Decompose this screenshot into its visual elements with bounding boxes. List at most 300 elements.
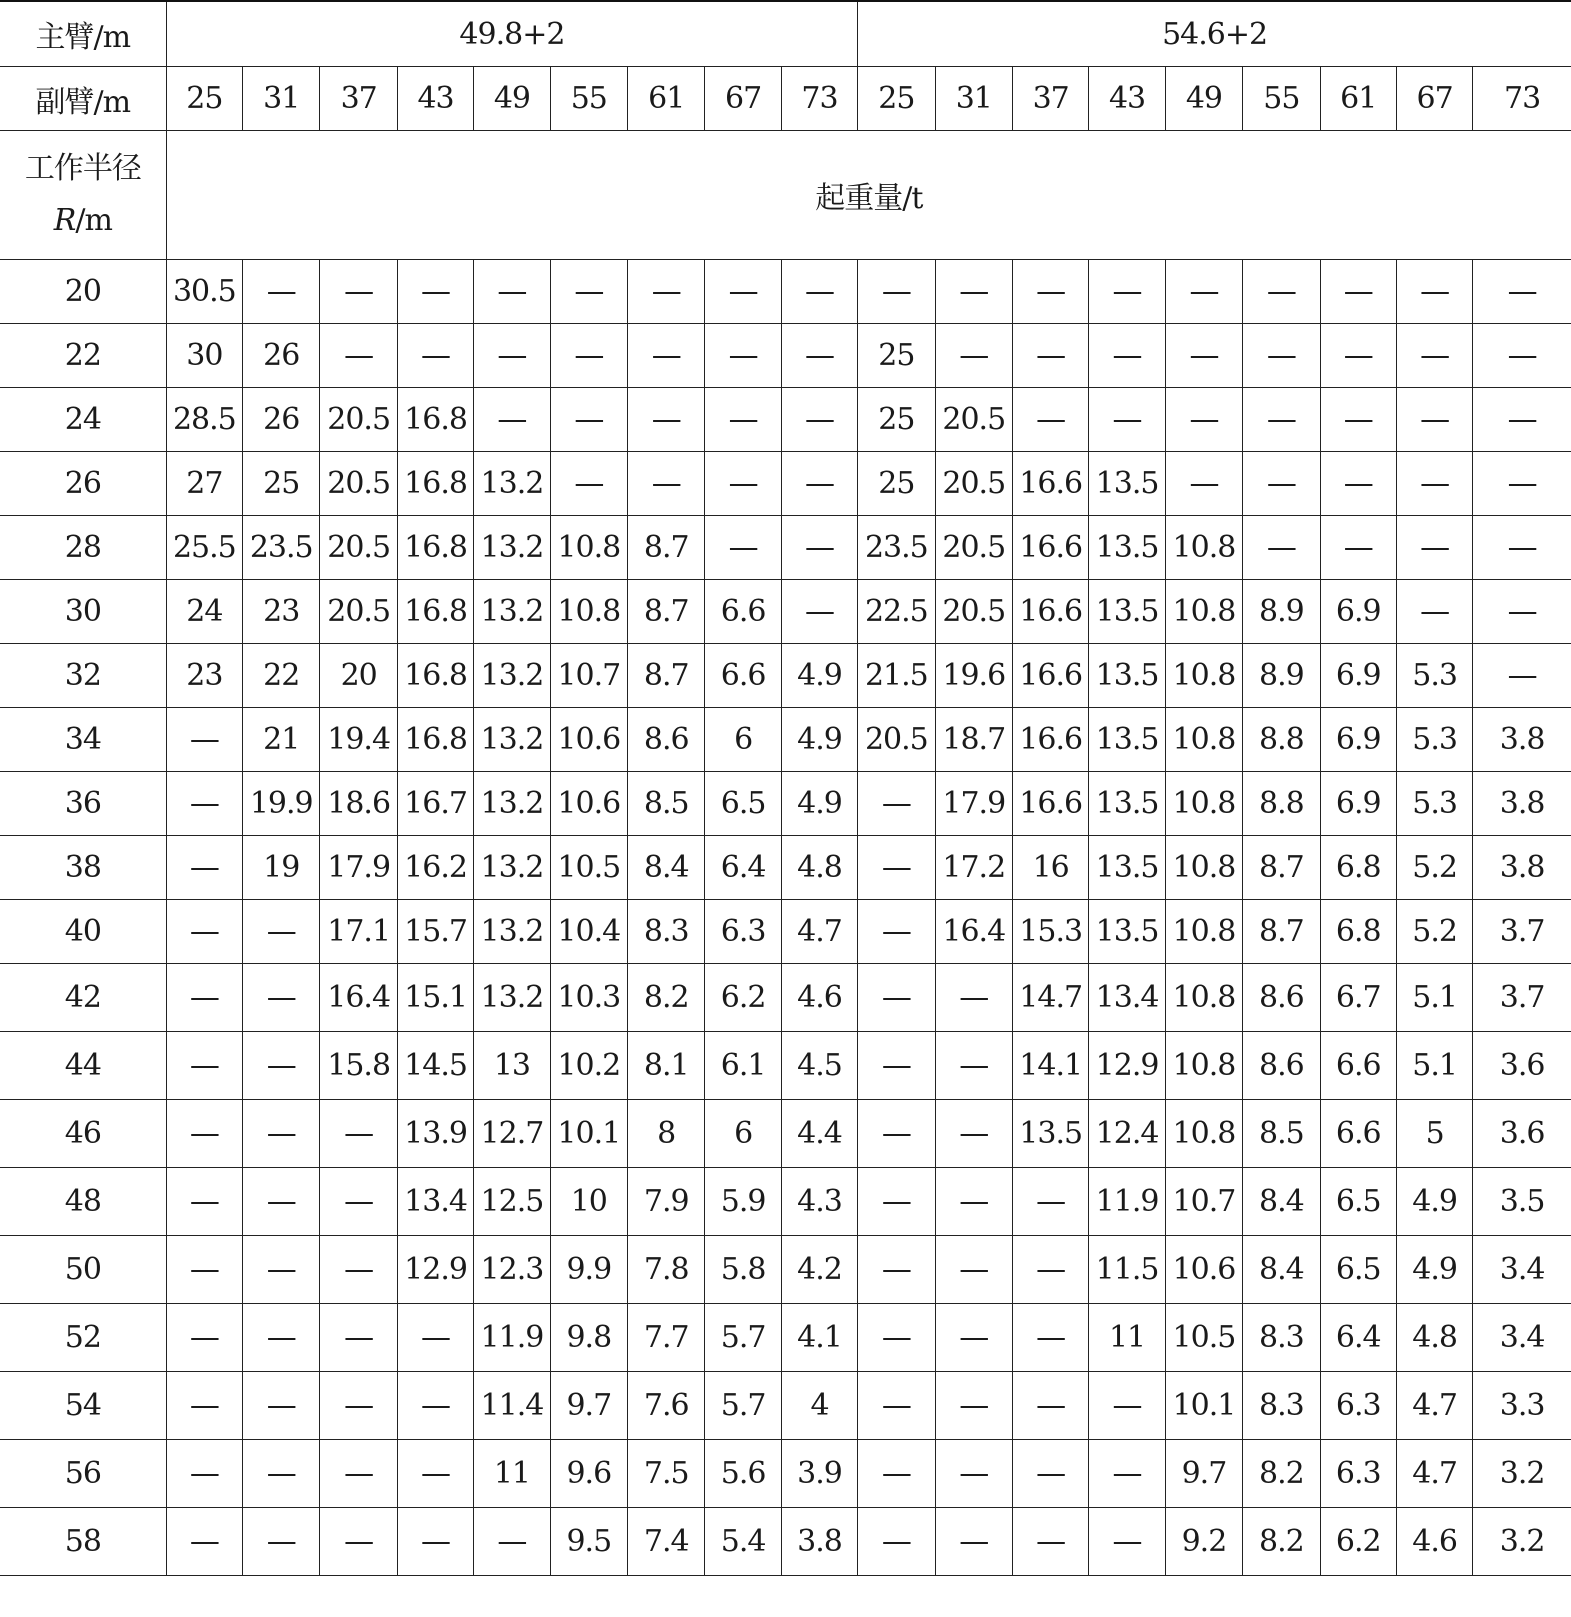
capacity-cell: 9.7 xyxy=(550,1372,627,1440)
radius-label-line2 xyxy=(0,195,166,247)
capacity-cell: — xyxy=(243,1236,320,1304)
capacity-cell: — xyxy=(705,452,781,516)
capacity-cell: — xyxy=(858,964,935,1032)
capacity-cell: 23.5 xyxy=(243,516,320,580)
table-row xyxy=(0,1032,1571,1100)
capacity-cell: — xyxy=(243,1440,320,1508)
capacity-cell: 4.2 xyxy=(781,1236,857,1304)
capacity-cell: 6.9 xyxy=(1320,772,1396,836)
radius-cell: 30 xyxy=(0,580,166,644)
capacity-cell: 16.6 xyxy=(1012,452,1088,516)
capacity-cell: 3.2 xyxy=(1473,1508,1571,1576)
capacity-cell: — xyxy=(1396,580,1472,644)
capacity-cell: 10.5 xyxy=(1165,1304,1242,1372)
radius-cell: 38 xyxy=(0,836,166,900)
capacity-cell: 4.9 xyxy=(781,772,857,836)
capacity-cell: — xyxy=(397,1372,473,1440)
radius-cell: 56 xyxy=(0,1440,166,1508)
capacity-cell: 10.8 xyxy=(1165,708,1242,772)
capacity-cell: — xyxy=(474,388,550,452)
capacity-cell: 9.5 xyxy=(550,1508,627,1576)
capacity-cell: 3.9 xyxy=(781,1440,857,1508)
capacity-cell: — xyxy=(166,964,242,1032)
capacity-cell: 20.5 xyxy=(935,452,1012,516)
capacity-cell: 25 xyxy=(858,324,935,388)
capacity-cell: 13.5 xyxy=(1089,900,1165,964)
capacity-cell: 15.7 xyxy=(397,900,473,964)
capacity-cell: 16.8 xyxy=(397,644,473,708)
capacity-cell: 8.3 xyxy=(1243,1304,1320,1372)
capacity-cell: 16.8 xyxy=(397,580,473,644)
capacity-cell: 11.9 xyxy=(1089,1168,1165,1236)
table-row xyxy=(0,388,1571,452)
capacity-cell: — xyxy=(397,1304,473,1372)
capacity-cell: 8.8 xyxy=(1243,772,1320,836)
aux-boom-length-cell: 37 xyxy=(1012,67,1088,131)
capacity-cell: 7.6 xyxy=(628,1372,705,1440)
capacity-cell: 16.8 xyxy=(397,516,473,580)
capacity-cell: 10.1 xyxy=(1165,1372,1242,1440)
table-row xyxy=(0,772,1571,836)
capacity-cell: — xyxy=(397,324,473,388)
radius-cell: 48 xyxy=(0,1168,166,1236)
capacity-cell: 6.5 xyxy=(1320,1168,1396,1236)
capacity-cell: — xyxy=(166,1440,242,1508)
capacity-cell: — xyxy=(166,1372,242,1440)
aux-boom-length-cell: 67 xyxy=(705,67,781,131)
capacity-cell: 6.6 xyxy=(705,580,781,644)
capacity-cell: 10.8 xyxy=(550,516,627,580)
capacity-cell: — xyxy=(1012,1304,1088,1372)
table-row xyxy=(0,516,1571,580)
capacity-cell: 10.7 xyxy=(550,644,627,708)
radius-cell: 34 xyxy=(0,708,166,772)
aux-boom-length-cell: 73 xyxy=(1473,67,1571,131)
capacity-cell: — xyxy=(397,1440,473,1508)
capacity-cell: — xyxy=(1473,516,1571,580)
capacity-cell: 6.3 xyxy=(1320,1440,1396,1508)
capacity-cell: 13.5 xyxy=(1089,580,1165,644)
capacity-cell: 10.6 xyxy=(550,772,627,836)
main-boom-value-2: 54.6+2 xyxy=(858,1,1571,67)
capacity-cell: 6.8 xyxy=(1320,900,1396,964)
capacity-cell: 25 xyxy=(858,388,935,452)
table-row xyxy=(0,1236,1571,1304)
capacity-cell: — xyxy=(1396,324,1472,388)
capacity-cell: 4.5 xyxy=(781,1032,857,1100)
capacity-cell: 6.9 xyxy=(1320,708,1396,772)
table-row xyxy=(0,964,1571,1032)
radius-cell: 42 xyxy=(0,964,166,1032)
capacity-cell: — xyxy=(1012,1236,1088,1304)
capacity-cell: 7.5 xyxy=(628,1440,705,1508)
capacity-cell: 20.5 xyxy=(320,516,397,580)
aux-boom-length-cell: 31 xyxy=(243,67,320,131)
capacity-cell: — xyxy=(935,964,1012,1032)
capacity-cell: 4.4 xyxy=(781,1100,857,1168)
capacity-cell: 16.6 xyxy=(1012,516,1088,580)
capacity-cell: — xyxy=(705,388,781,452)
capacity-cell: — xyxy=(781,260,857,324)
capacity-cell: — xyxy=(935,1440,1012,1508)
capacity-cell: 17.2 xyxy=(935,836,1012,900)
capacity-cell: 7.7 xyxy=(628,1304,705,1372)
capacity-cell: 3.2 xyxy=(1473,1440,1571,1508)
capacity-cell: 4.7 xyxy=(1396,1440,1472,1508)
capacity-cell: 15.3 xyxy=(1012,900,1088,964)
capacity-cell: 20.5 xyxy=(935,516,1012,580)
aux-boom-length-cell: 61 xyxy=(628,67,705,131)
capacity-cell: — xyxy=(781,580,857,644)
capacity-cell: — xyxy=(166,1508,242,1576)
capacity-cell: 12.9 xyxy=(397,1236,473,1304)
main-boom-value-1: 49.8+2 xyxy=(166,1,858,67)
capacity-cell: 16 xyxy=(1012,836,1088,900)
capacity-cell: — xyxy=(628,260,705,324)
capacity-cell: 12.5 xyxy=(474,1168,550,1236)
table-row xyxy=(0,580,1571,644)
radius-cell: 54 xyxy=(0,1372,166,1440)
capacity-cell: 14.1 xyxy=(1012,1032,1088,1100)
capacity-cell: 8 xyxy=(628,1100,705,1168)
aux-boom-length-cell: 43 xyxy=(1089,67,1165,131)
capacity-cell: — xyxy=(243,1304,320,1372)
capacity-cell: 20.5 xyxy=(320,388,397,452)
capacity-cell: 11 xyxy=(474,1440,550,1508)
capacity-cell: 10 xyxy=(550,1168,627,1236)
aux-boom-length-cell: 25 xyxy=(166,67,242,131)
capacity-cell: 4.8 xyxy=(1396,1304,1472,1372)
capacity-cell: 5.7 xyxy=(705,1304,781,1372)
capacity-cell: — xyxy=(705,324,781,388)
capacity-cell: 10.8 xyxy=(1165,580,1242,644)
capacity-cell: 8.7 xyxy=(628,580,705,644)
capacity-cell: — xyxy=(320,260,397,324)
capacity-cell: 4.7 xyxy=(781,900,857,964)
capacity-cell: 16.4 xyxy=(935,900,1012,964)
capacity-cell: — xyxy=(550,260,627,324)
capacity-cell: 6 xyxy=(705,1100,781,1168)
capacity-cell: — xyxy=(1165,324,1242,388)
capacity-cell: 10.8 xyxy=(1165,964,1242,1032)
capacity-cell: — xyxy=(1089,1508,1165,1576)
table-row xyxy=(0,836,1571,900)
capacity-cell: 22.5 xyxy=(858,580,935,644)
capacity-cell: — xyxy=(320,324,397,388)
capacity-cell: — xyxy=(858,1304,935,1372)
capacity-cell: 10.8 xyxy=(1165,1100,1242,1168)
capacity-cell: 17.9 xyxy=(935,772,1012,836)
capacity-cell: — xyxy=(1012,1168,1088,1236)
capacity-cell: 4.3 xyxy=(781,1168,857,1236)
capacity-cell: 26 xyxy=(243,324,320,388)
capacity-cell: 4.1 xyxy=(781,1304,857,1372)
capacity-cell: 10.8 xyxy=(550,580,627,644)
capacity-cell: — xyxy=(1243,260,1320,324)
capacity-cell: — xyxy=(550,388,627,452)
capacity-cell: — xyxy=(166,1236,242,1304)
capacity-cell: — xyxy=(320,1168,397,1236)
capacity-label: 起重量/t xyxy=(166,131,1571,260)
capacity-cell: — xyxy=(1165,260,1242,324)
capacity-cell: 8.5 xyxy=(1243,1100,1320,1168)
capacity-cell: 13.2 xyxy=(474,516,550,580)
capacity-cell: 12.4 xyxy=(1089,1100,1165,1168)
capacity-cell: — xyxy=(858,260,935,324)
capacity-cell: — xyxy=(166,1168,242,1236)
capacity-cell: 20.5 xyxy=(858,708,935,772)
capacity-cell: 16.4 xyxy=(320,964,397,1032)
capacity-cell: — xyxy=(1473,452,1571,516)
capacity-cell: 3.7 xyxy=(1473,964,1571,1032)
capacity-cell: 4.9 xyxy=(1396,1168,1472,1236)
capacity-cell: — xyxy=(1473,324,1571,388)
capacity-cell: 13.5 xyxy=(1089,516,1165,580)
table-row xyxy=(0,324,1571,388)
capacity-cell: — xyxy=(628,388,705,452)
capacity-cell: 30.5 xyxy=(166,260,242,324)
capacity-cell: 10.8 xyxy=(1165,836,1242,900)
capacity-cell: 8.4 xyxy=(1243,1236,1320,1304)
capacity-cell: 8.2 xyxy=(1243,1440,1320,1508)
capacity-cell: 8.6 xyxy=(1243,1032,1320,1100)
capacity-cell: 10.4 xyxy=(550,900,627,964)
capacity-cell: — xyxy=(166,772,242,836)
capacity-cell: 8.3 xyxy=(628,900,705,964)
capacity-cell: — xyxy=(858,1168,935,1236)
capacity-cell: 11.9 xyxy=(474,1304,550,1372)
capacity-cell: 3.6 xyxy=(1473,1100,1571,1168)
capacity-cell: — xyxy=(781,324,857,388)
capacity-cell: 4 xyxy=(781,1372,857,1440)
capacity-cell: 11 xyxy=(1089,1304,1165,1372)
capacity-cell: 13 xyxy=(474,1032,550,1100)
table-body xyxy=(0,1,1571,1576)
capacity-cell: — xyxy=(397,1508,473,1576)
capacity-cell: 5.6 xyxy=(705,1440,781,1508)
capacity-cell: 4.7 xyxy=(1396,1372,1472,1440)
aux-boom-length-cell: 55 xyxy=(1243,67,1320,131)
radius-cell: 46 xyxy=(0,1100,166,1168)
aux-boom-length-cell: 73 xyxy=(781,67,857,131)
radius-capacity-header-row xyxy=(0,131,1571,260)
capacity-cell: 23 xyxy=(243,580,320,644)
capacity-cell: 10.6 xyxy=(550,708,627,772)
capacity-cell: — xyxy=(1243,388,1320,452)
capacity-cell: — xyxy=(858,772,935,836)
capacity-cell: 3.5 xyxy=(1473,1168,1571,1236)
capacity-cell: — xyxy=(550,324,627,388)
table-row xyxy=(0,708,1571,772)
capacity-cell: — xyxy=(1012,1440,1088,1508)
capacity-cell: — xyxy=(935,1032,1012,1100)
capacity-cell: 5.9 xyxy=(705,1168,781,1236)
capacity-cell: 3.6 xyxy=(1473,1032,1571,1100)
capacity-cell: — xyxy=(858,1032,935,1100)
capacity-cell: 27 xyxy=(166,452,242,516)
capacity-cell: — xyxy=(166,900,242,964)
capacity-cell: 10.3 xyxy=(550,964,627,1032)
capacity-cell: 8.5 xyxy=(628,772,705,836)
capacity-cell: 5.2 xyxy=(1396,900,1472,964)
capacity-cell: — xyxy=(935,1372,1012,1440)
capacity-cell: 22 xyxy=(243,644,320,708)
capacity-cell: 23 xyxy=(166,644,242,708)
capacity-cell: — xyxy=(474,324,550,388)
capacity-cell: 8.6 xyxy=(628,708,705,772)
capacity-cell: 17.1 xyxy=(320,900,397,964)
capacity-cell: 10.7 xyxy=(1165,1168,1242,1236)
capacity-cell: 11.4 xyxy=(474,1372,550,1440)
capacity-cell: 8.6 xyxy=(1243,964,1320,1032)
capacity-cell: 8.8 xyxy=(1243,708,1320,772)
capacity-cell: 6.5 xyxy=(1320,1236,1396,1304)
capacity-cell: — xyxy=(1473,388,1571,452)
capacity-cell: 3.8 xyxy=(1473,772,1571,836)
capacity-cell: — xyxy=(320,1236,397,1304)
capacity-cell: 24 xyxy=(166,580,242,644)
aux-boom-header-row xyxy=(0,67,1571,131)
capacity-cell: 4.9 xyxy=(781,708,857,772)
capacity-cell: 6.9 xyxy=(1320,580,1396,644)
capacity-cell: — xyxy=(628,324,705,388)
aux-boom-length-cell: 55 xyxy=(550,67,627,131)
capacity-cell: — xyxy=(935,1236,1012,1304)
capacity-cell: — xyxy=(628,452,705,516)
table-row xyxy=(0,1440,1571,1508)
capacity-cell: — xyxy=(1012,1508,1088,1576)
radius-cell: 20 xyxy=(0,260,166,324)
capacity-cell: — xyxy=(1473,644,1571,708)
capacity-cell: 6.4 xyxy=(1320,1304,1396,1372)
capacity-cell: — xyxy=(858,1508,935,1576)
capacity-cell: — xyxy=(320,1440,397,1508)
capacity-cell: 14.5 xyxy=(397,1032,473,1100)
capacity-cell: 12.3 xyxy=(474,1236,550,1304)
capacity-cell: — xyxy=(166,836,242,900)
capacity-cell: 13.5 xyxy=(1012,1100,1088,1168)
radius-cell: 32 xyxy=(0,644,166,708)
capacity-cell: — xyxy=(781,388,857,452)
capacity-cell: 10.5 xyxy=(550,836,627,900)
capacity-cell: — xyxy=(320,1508,397,1576)
table-row xyxy=(0,1168,1571,1236)
capacity-cell: 15.1 xyxy=(397,964,473,1032)
radius-cell: 24 xyxy=(0,388,166,452)
radius-label-r: R xyxy=(53,203,76,238)
capacity-cell: 8.3 xyxy=(1243,1372,1320,1440)
capacity-cell: 5.1 xyxy=(1396,964,1472,1032)
capacity-cell: 4.6 xyxy=(1396,1508,1472,1576)
capacity-cell: 16.8 xyxy=(397,452,473,516)
capacity-cell: — xyxy=(1165,452,1242,516)
capacity-cell: 20 xyxy=(320,644,397,708)
capacity-cell: 13.2 xyxy=(474,836,550,900)
capacity-cell: 9.6 xyxy=(550,1440,627,1508)
capacity-cell: — xyxy=(1320,452,1396,516)
capacity-cell: — xyxy=(1089,1372,1165,1440)
capacity-cell: 9.9 xyxy=(550,1236,627,1304)
capacity-cell: 4.9 xyxy=(781,644,857,708)
capacity-cell: 30 xyxy=(166,324,242,388)
capacity-cell: 9.8 xyxy=(550,1304,627,1372)
capacity-cell: 10.6 xyxy=(1165,1236,1242,1304)
capacity-cell: — xyxy=(1473,260,1571,324)
capacity-cell: — xyxy=(1012,1372,1088,1440)
radius-cell: 44 xyxy=(0,1032,166,1100)
capacity-cell: 7.4 xyxy=(628,1508,705,1576)
capacity-cell: — xyxy=(858,1372,935,1440)
table-row xyxy=(0,1100,1571,1168)
capacity-cell: 20.5 xyxy=(320,452,397,516)
capacity-cell: — xyxy=(935,1100,1012,1168)
capacity-cell: — xyxy=(935,260,1012,324)
capacity-cell: — xyxy=(1089,1440,1165,1508)
capacity-cell: 25 xyxy=(243,452,320,516)
capacity-cell: 8.4 xyxy=(628,836,705,900)
capacity-cell: 3.4 xyxy=(1473,1236,1571,1304)
capacity-cell: 12.9 xyxy=(1089,1032,1165,1100)
capacity-cell: — xyxy=(320,1100,397,1168)
capacity-cell: — xyxy=(243,260,320,324)
capacity-cell: 13.2 xyxy=(474,964,550,1032)
aux-boom-label: 副臂/m xyxy=(0,67,166,131)
capacity-cell: 13.4 xyxy=(1089,964,1165,1032)
capacity-cell: — xyxy=(243,900,320,964)
capacity-cell: 6.9 xyxy=(1320,644,1396,708)
capacity-cell: — xyxy=(1012,260,1088,324)
capacity-cell: 6.8 xyxy=(1320,836,1396,900)
capacity-cell: — xyxy=(397,260,473,324)
capacity-cell: 5.2 xyxy=(1396,836,1472,900)
table-row xyxy=(0,900,1571,964)
aux-boom-length-cell: 61 xyxy=(1320,67,1396,131)
capacity-cell: 8.2 xyxy=(628,964,705,1032)
radius-label-unit: /m xyxy=(75,203,112,238)
capacity-cell: 18.6 xyxy=(320,772,397,836)
capacity-cell: 3.4 xyxy=(1473,1304,1571,1372)
capacity-cell: 6.7 xyxy=(1320,964,1396,1032)
capacity-cell: — xyxy=(243,1168,320,1236)
capacity-cell: — xyxy=(935,1168,1012,1236)
table-row xyxy=(0,1372,1571,1440)
capacity-cell: 13.2 xyxy=(474,452,550,516)
capacity-cell: 8.1 xyxy=(628,1032,705,1100)
capacity-cell: 8.7 xyxy=(628,644,705,708)
capacity-cell: 19.9 xyxy=(243,772,320,836)
radius-cell: 28 xyxy=(0,516,166,580)
capacity-cell: 16.2 xyxy=(397,836,473,900)
capacity-cell: 6.5 xyxy=(705,772,781,836)
capacity-cell: — xyxy=(550,452,627,516)
aux-boom-length-cell: 49 xyxy=(474,67,550,131)
capacity-cell: 20.5 xyxy=(935,580,1012,644)
capacity-cell: — xyxy=(1396,388,1472,452)
table-row xyxy=(0,1508,1571,1576)
capacity-cell: 6.6 xyxy=(705,644,781,708)
capacity-cell: 9.7 xyxy=(1165,1440,1242,1508)
capacity-cell: 5 xyxy=(1396,1100,1472,1168)
capacity-cell: 8.2 xyxy=(1243,1508,1320,1576)
radius-label-line1: 工作半径 xyxy=(24,151,141,186)
radius-label xyxy=(0,131,166,260)
capacity-cell: 16.7 xyxy=(397,772,473,836)
capacity-cell: — xyxy=(935,1508,1012,1576)
capacity-cell: — xyxy=(858,900,935,964)
capacity-cell: 28.5 xyxy=(166,388,242,452)
radius-cell: 36 xyxy=(0,772,166,836)
capacity-cell: 12.7 xyxy=(474,1100,550,1168)
